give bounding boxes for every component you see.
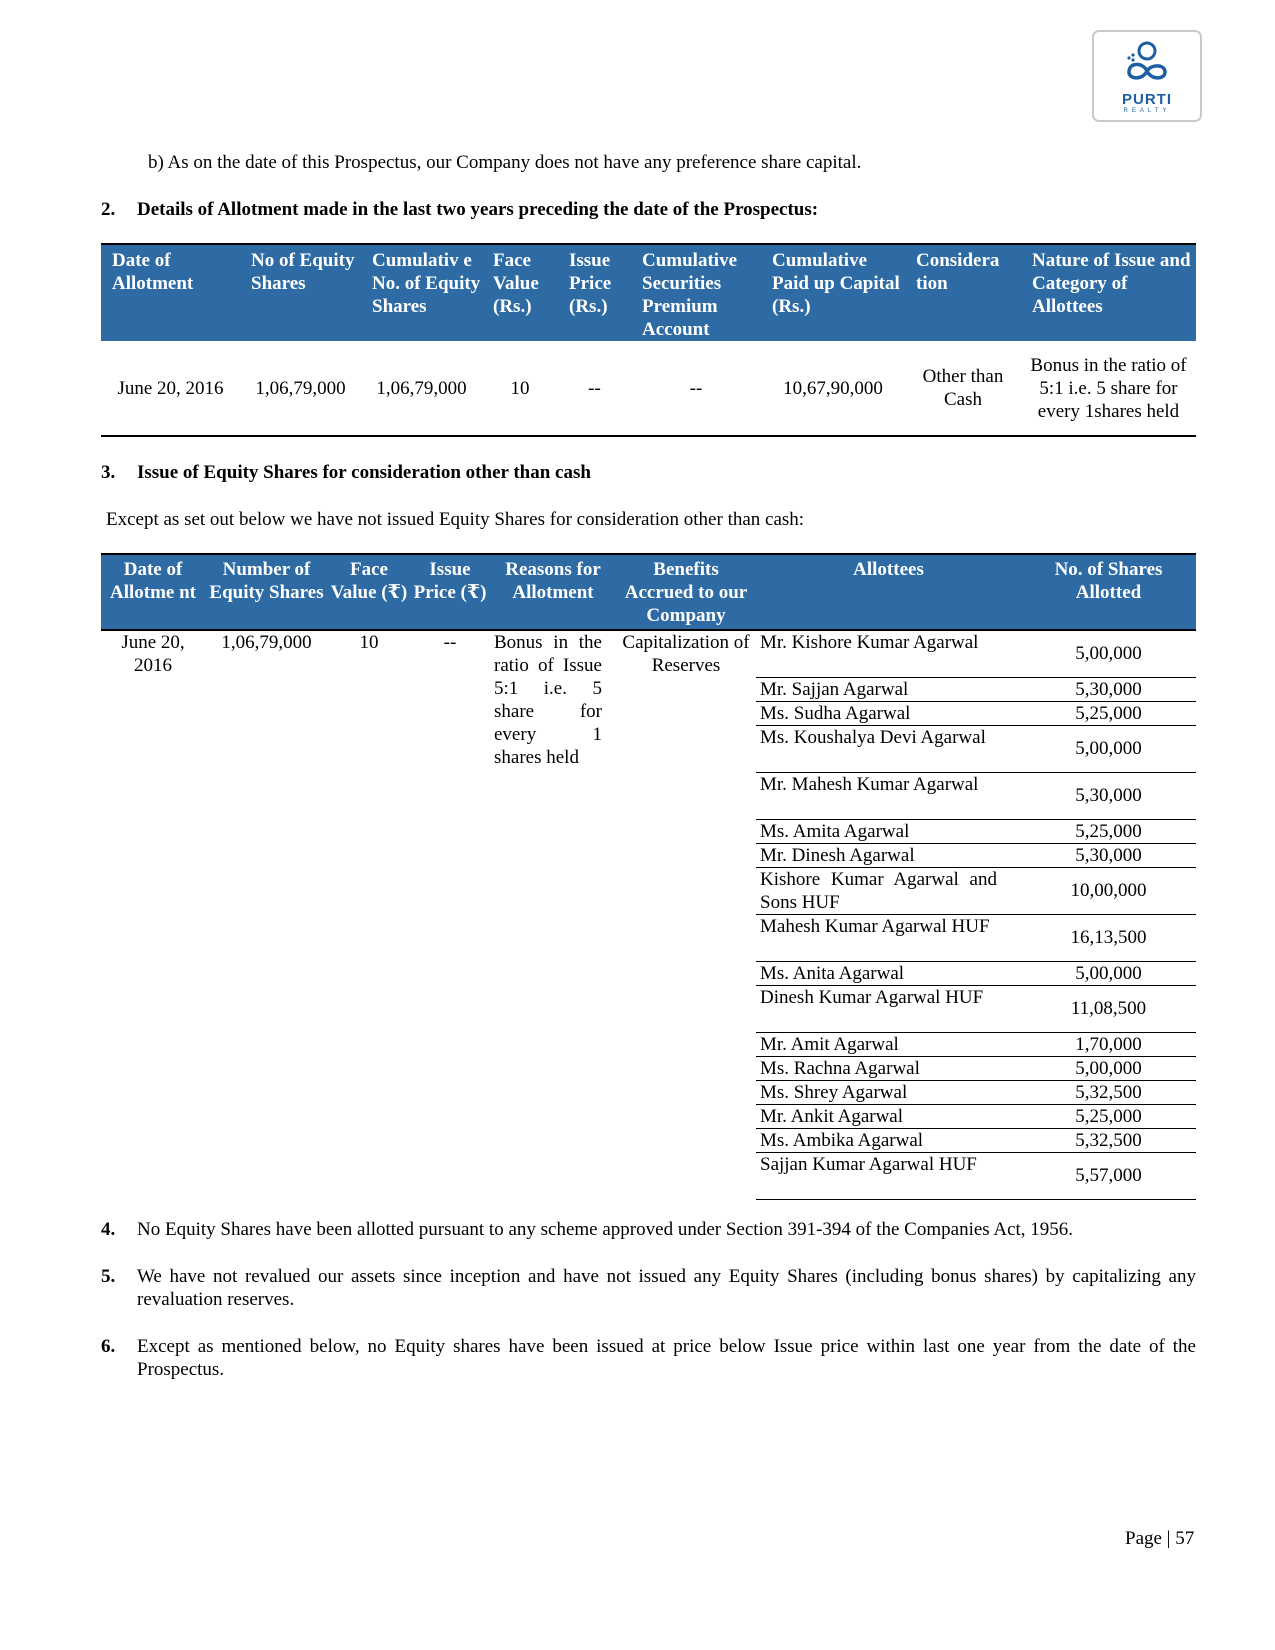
paragraph-b: b) As on the date of this Prospectus, our Company does not have any preference share capital. — [148, 152, 862, 173]
purti-emblem-icon — [1115, 38, 1179, 92]
table-cell: 10 — [510, 377, 530, 399]
allottee-shares: 5,00,000 — [1021, 961, 1196, 985]
allottee-name: Mr. Amit Agarwal — [756, 1032, 1021, 1056]
allottee-name: Ms. Koushalya Devi Agarwal — [756, 725, 1021, 772]
cell-benefits: Capitalization of Reserves — [622, 632, 750, 676]
item-text: No Equity Shares have been allotted pursuant to any scheme approved under Section 391-394 of the Companies Act, 1956. — [137, 1219, 1074, 1240]
table-body — [101, 630, 1196, 1199]
table-cell: June 20, 2016 — [117, 377, 224, 399]
allottee-shares: 5,00,000 — [1021, 725, 1196, 772]
item-text: Except as mentioned below, no Equity shares have been issued at price below Issue price within last one year from the date of the Prospectus. — [137, 1336, 1196, 1380]
column-header: Considera tion — [905, 244, 1021, 341]
section-3-heading — [101, 461, 591, 484]
logo-name: PURTI — [1122, 91, 1172, 108]
section-title: Issue of Equity Shares for consideration other than cash — [137, 462, 591, 483]
table-cell: 1,06,79,000 — [376, 377, 467, 399]
item-text: We have not revalued our assets since inception and have not issued any Equity Shares (including bonus shares) by capitalizing any revaluation reserves. — [137, 1266, 1196, 1310]
table-cell: 10,67,90,000 — [783, 377, 883, 399]
section-title: Details of Allotment made in the last two years preceding the date of the Prospectus: — [137, 199, 819, 220]
allottee-name: Ms. Amita Agarwal — [756, 819, 1021, 843]
column-header: Number of Equity Shares — [205, 554, 328, 630]
column-header: Date of Allotme nt — [101, 554, 205, 630]
logo-subtitle: REALTY — [1123, 108, 1171, 114]
table-cell: -- — [588, 377, 601, 399]
allottee-name: Dinesh Kumar Agarwal HUF — [756, 985, 1021, 1032]
allottee-shares: 5,32,500 — [1021, 1080, 1196, 1104]
column-header: Reasons for Allotment — [490, 554, 616, 630]
allottee-shares: 5,00,000 — [1021, 630, 1196, 677]
cell-date: June 20, 2016 — [121, 632, 185, 676]
column-header: Face Value (Rs.) — [482, 244, 558, 341]
allottee-name: Kishore Kumar Agarwal and Sons HUF — [756, 867, 1021, 914]
section-2-heading — [101, 198, 818, 221]
allottee-name: Mr. Ankit Agarwal — [756, 1104, 1021, 1128]
column-header: Issue Price (₹) — [410, 554, 490, 630]
column-header: Cumulative Securities Premium Account — [631, 244, 761, 341]
column-header: No of Equity Shares — [240, 244, 361, 341]
table-row — [101, 341, 1196, 436]
cell-number-of-shares: 1,06,79,000 — [221, 632, 312, 653]
column-header: Allottees — [756, 554, 1021, 630]
item-6 — [101, 1335, 1196, 1381]
allottee-shares: 5,57,000 — [1021, 1152, 1196, 1199]
section-number: 3. — [101, 462, 116, 483]
cell-face-value: 10 — [359, 632, 379, 653]
allottee-name: Ms. Rachna Agarwal — [756, 1056, 1021, 1080]
allottee-name: Mahesh Kumar Agarwal HUF — [756, 914, 1021, 961]
company-logo — [1092, 30, 1202, 122]
section-3-intro: Except as set out below we have not issued Equity Shares for consideration other than cash: — [106, 509, 805, 530]
item-4 — [101, 1218, 1196, 1241]
allottee-shares: 11,08,500 — [1021, 985, 1196, 1032]
non-cash-issue-table — [101, 553, 1196, 1200]
column-header: Nature of Issue and Category of Allottees — [1021, 244, 1196, 341]
column-header: Face Value (₹) — [328, 554, 410, 630]
table-cell: Bonus in the ratio of 5:1 i.e. 5 share for every 1shares held — [1030, 354, 1187, 422]
item-5 — [101, 1265, 1196, 1311]
allottee-shares: 5,30,000 — [1021, 843, 1196, 867]
table-cell: Other than Cash — [922, 366, 1004, 410]
allottee-shares: 5,25,000 — [1021, 819, 1196, 843]
page-number: Page | 57 — [1125, 1528, 1195, 1549]
allotment-table — [101, 243, 1196, 437]
allottee-name: Mr. Dinesh Agarwal — [756, 843, 1021, 867]
cell-reason: Bonus in the ratio of Issue 5:1 i.e. 5 share for every 1 shares held — [494, 632, 602, 768]
item-number: 6. — [101, 1336, 116, 1357]
allottee-name: Mr. Mahesh Kumar Agarwal — [756, 772, 1021, 819]
table-cell: -- — [689, 377, 703, 399]
allottee-name: Mr. Kishore Kumar Agarwal — [756, 630, 1021, 677]
allottee-name: Ms. Ambika Agarwal — [756, 1128, 1021, 1152]
allottee-shares: 1,70,000 — [1021, 1032, 1196, 1056]
allottee-shares: 5,25,000 — [1021, 701, 1196, 725]
allottee-shares: 5,30,000 — [1021, 677, 1196, 701]
cell-issue-price: -- — [443, 632, 457, 653]
allottee-name: Sajjan Kumar Agarwal HUF — [756, 1152, 1021, 1199]
item-number: 5. — [101, 1266, 116, 1287]
allottee-name: Ms. Anita Agarwal — [756, 961, 1021, 985]
allottee-name: Ms. Sudha Agarwal — [756, 701, 1021, 725]
allottee-shares: 5,00,000 — [1021, 1056, 1196, 1080]
column-header: Cumulativ e No. of Equity Shares — [361, 244, 482, 341]
table-header-row — [101, 554, 1196, 630]
section-number: 2. — [101, 199, 116, 220]
item-number: 4. — [101, 1219, 116, 1240]
column-header: Benefits Accrued to our Company — [616, 554, 756, 630]
column-header: No. of Shares Allotted — [1021, 554, 1196, 630]
table-header-row — [101, 244, 1196, 341]
allottee-shares: 5,30,000 — [1021, 772, 1196, 819]
allottee-shares: 5,32,500 — [1021, 1128, 1196, 1152]
column-header: Date of Allotment — [101, 244, 240, 341]
allottee-name: Mr. Sajjan Agarwal — [756, 677, 1021, 701]
allottee-name: Ms. Shrey Agarwal — [756, 1080, 1021, 1104]
allottee-shares: 10,00,000 — [1021, 867, 1196, 914]
allottee-shares: 5,25,000 — [1021, 1104, 1196, 1128]
column-header: Issue Price (Rs.) — [558, 244, 631, 341]
table-cell: 1,06,79,000 — [255, 377, 346, 399]
table-row — [101, 630, 1196, 677]
allottee-shares: 16,13,500 — [1021, 914, 1196, 961]
column-header: Cumulative Paid up Capital (Rs.) — [761, 244, 905, 341]
